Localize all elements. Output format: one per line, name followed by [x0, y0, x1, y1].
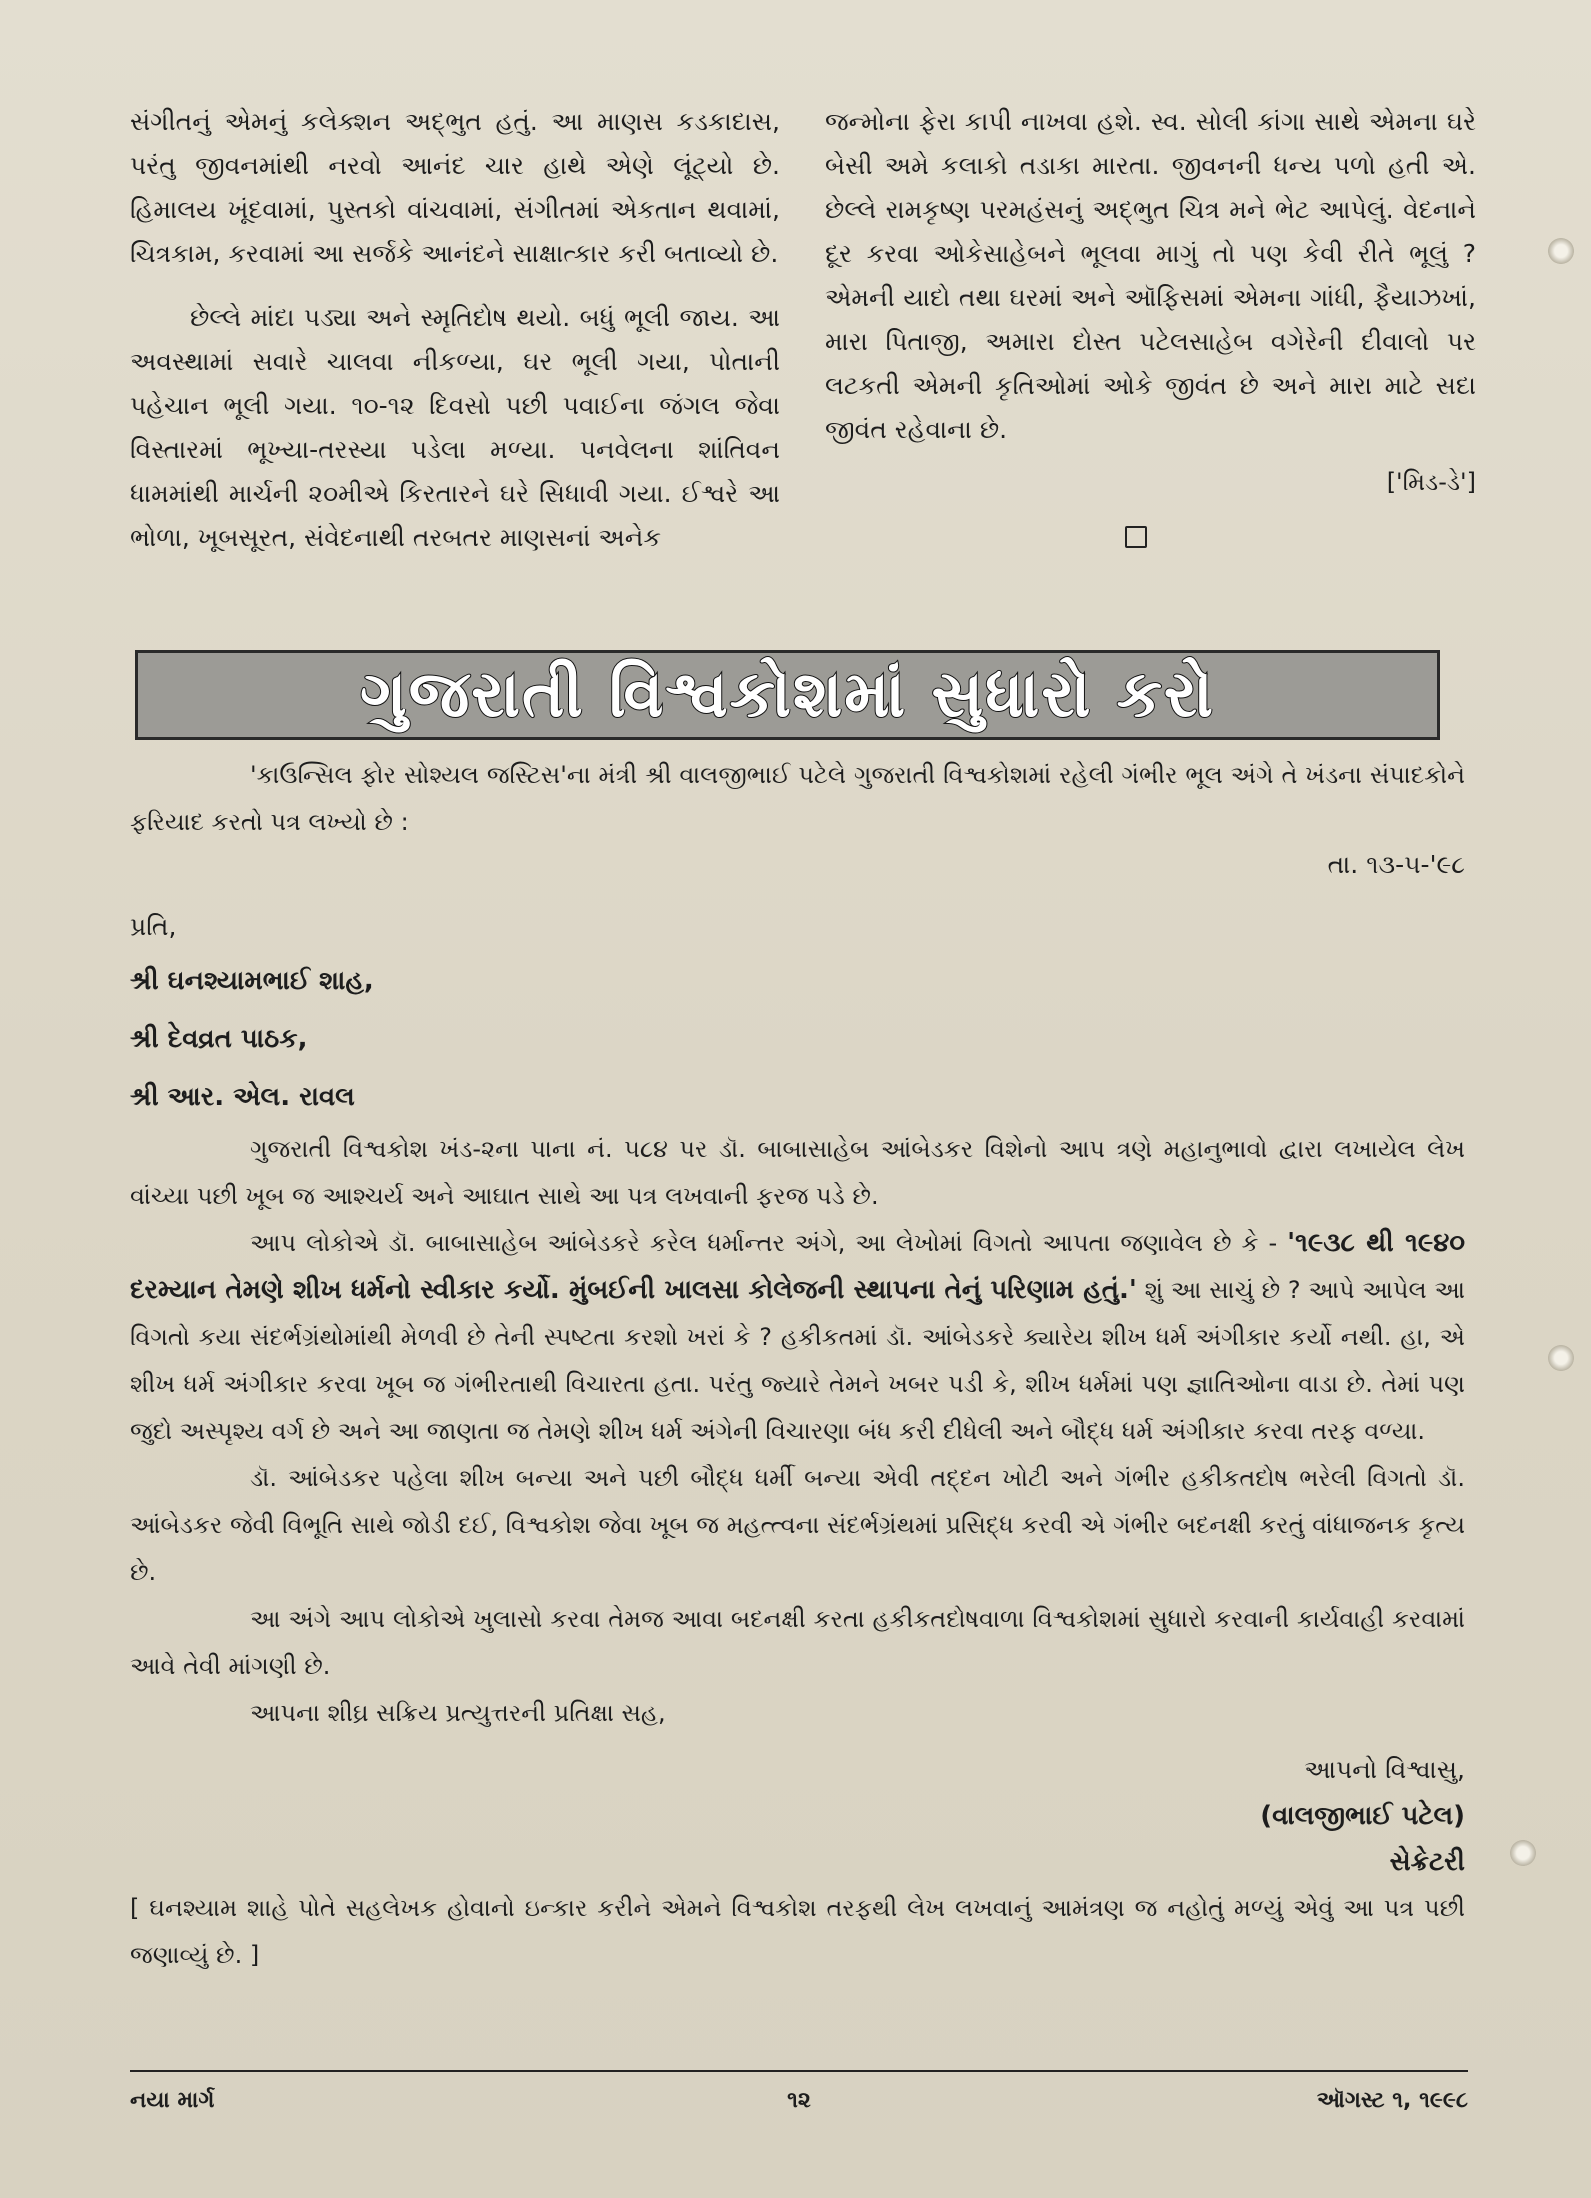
- letter-paragraph-2-start: આપ લોકોએ ડૉ. બાબાસાહેબ આંબેડકરે કરેલ ધર્માન્તર અંગે, આ લેખોમાં વિગતો આપતા જણાવેલ છે કે -: [250, 1229, 1288, 1257]
- signature-block: [130, 1747, 1465, 1885]
- punch-hole: [1548, 1345, 1574, 1371]
- right-column: [825, 100, 1476, 548]
- right-paragraph: જન્મોના ફેરા કાપી નાખવા હશે. સ્વ. સોલી કાંગા સાથે એમના ઘરે બેસી અમે કલાકો તડાકા મારતા. જીવનની ધન્ય પળો હતી એ. છેલ્લે રામકૃષ્ણ પરમહંસનું અદ્‌ભુત ચિત્ર મને ભેટ આપેલું. વેદનાને દૂર કરવા ઓકેસાહેબને ભૂલવા માગું તો પણ કેવી રીતે ભૂલું ? એમની યાદો તથા ઘરમાં અને ઑફિસમાં એમના ગાંધી, ફૈયાઝખાં, મારા પિતાજી, અમારા દોસ્ત પટેલસાહેબ વગેરેની દીવાલો પર લટકતી એમની કૃતિઓમાં ઓકે જીવંત છે અને મારા માટે સદા જીવંત રહેવાના છે.: [825, 107, 1476, 444]
- letter-paragraph-2-rest: શું આ સાચું છે ? આપે આપેલ આ વિગતો કયા સંદર્ભગ્રંથોમાંથી મેળવી છે તેની સ્પષ્ટતા કરશો ખરાં કે ? હકીકતમાં ડૉ. આંબેડકરે ક્યારેય શીખ ધર્મ અંગીકાર કર્યો નથી. હા, એ શીખ ધર્મ અંગીકાર કરવા ખૂબ જ ગંભીરતાથી વિચારતા હતા. પરંતુ જ્યારે તેમને ખબર પડી કે, શીખ ધર્મમાં પણ જ્ઞાતિઓના વાડા છે. તેમાં પણ જુદો અસ્પૃશ્ય વર્ગ છે અને આ જાણતા જ તેમણે શીખ ધર્મ અંગેની વિચારણા બંધ કરી દીધેલી અને બૌદ્ધ ધર્મ અંગીકાર કરવા તરફ વળ્યા.: [130, 1276, 1465, 1445]
- sign-name: (વાલજીભાઈ પટેલ): [1260, 1801, 1465, 1831]
- page-footer: [130, 2088, 1468, 2124]
- punch-hole: [1510, 1840, 1536, 1866]
- salutation: પ્રતિ,: [130, 912, 177, 941]
- source-credit: ['મિડ-ડે']: [1386, 468, 1476, 496]
- letter-paragraph-1: ગુજરાતી વિશ્વકોશ ખંડ-૨ના પાના નં. ૫૮૪ પર ડૉ. બાબાસાહેબ આંબેડકર વિશેનો આપ ત્રણે મહાનુભાવો દ્વારા લખાયેલ લેખ વાંચ્યા પછી ખૂબ જ આશ્ચર્ય અને આઘાત સાથે આ પત્ર લખવાની ફરજ પડે છે.: [130, 1135, 1465, 1210]
- page-number: ૧૨: [787, 2088, 811, 2113]
- headline: ગુજરાતી વિશ્વકોશમાં સુધારો કરો: [359, 658, 1216, 732]
- quoted-claim: '૧૯૩૮ થી ૧૯૪૦ દરમ્યાન તેમણે શીખ ધર્મનો સ્વીકાર કર્યો. મુંબઈની ખાલસા કોલેજની સ્થાપના તેનું પરિણામ હતું.': [130, 1228, 1465, 1305]
- left-column: [130, 100, 780, 560]
- letter-paragraph-4: આ અંગે આપ લોકોએ ખુલાસો કરવા તેમજ આવા બદનક્ષી કરતા હકીકતદોષવાળા વિશ્વકોશમાં સુધારો કરવાની કાર્યવાહી કરવામાં આવે તેવી માંગણી છે.: [130, 1605, 1465, 1680]
- letter-paragraph-3: ડૉ. આંબેડકર પહેલા શીખ બન્યા અને પછી બૌદ્ધ ધર્મી બન્યા એવી તદ્દન ખોટી અને ગંભીર હકીકતદોષ ભરેલી વિગતો ડૉ. આંબેડકર જેવી વિભૂતિ સાથે જોડી દઈ, વિશ્વકોશ જેવા ખૂબ જ મહત્ત્વના સંદર્ભગ્રંથમાં પ્રસિદ્ધ કરવી એ ગંભીર બદનક્ષી કરતું વાંધાજનક કૃત્ય છે.: [130, 1464, 1465, 1586]
- headline-banner: [135, 650, 1440, 740]
- sign-closing: આપનો વિશ્વાસુ,: [1304, 1755, 1465, 1784]
- addressee: શ્રી આર. એલ. રાવલ: [130, 1082, 355, 1112]
- letter-paragraph-5: આપના શીઘ્ર સક્રિય પ્રત્યુત્તરની પ્રતિક્ષા સહ,: [250, 1699, 666, 1727]
- footer-rule: [130, 2070, 1468, 2072]
- left-paragraph-2: છેલ્લે માંદા પડ્યા અને સ્મૃતિદોષ થયો. બધું ભૂલી જાય. આ અવસ્થામાં સવારે ચાલવા નીકળ્યા, ઘર ભૂલી ગયા, પોતાની પહેચાન ભૂલી ગયા. ૧૦-૧૨ દિવસો પછી પવાઈના જંગલ જેવા વિસ્તારમાં ભૂખ્યા-તરસ્યા પડેલા મળ્યા. પનવેલના શાંતિવન ધામમાંથી માર્ચની ૨૦મીએ કિરતારને ઘરે સિધાવી ગયા. ઈશ્વરે આ ભોળા, ખૂબસૂરત, સંવેદનાથી તરબતર માણસનાં અનેક: [130, 303, 780, 552]
- top-columns: [130, 100, 1476, 630]
- letter-article: [130, 752, 1465, 1979]
- addressee: શ્રી ઘનશ્યામભાઈ શાહ,: [130, 966, 374, 996]
- magazine-name: નયા માર્ગ: [130, 2088, 215, 2113]
- left-paragraph-1: સંગીતનું એમનું કલેક્શન અદ્‌ભુત હતું. આ માણસ કડકાદાસ, પરંતુ જીવનમાંથી નરવો આનંદ ચાર હાથે એણે લૂંટ્યો છે. હિમાલય ખૂંદવામાં, પુસ્તકો વાંચવામાં, સંગીતમાં એકતાન થવામાં, ચિત્રકામ, કરવામાં આ સર્જકે આનંદને સાક્ષાત્કાર કરી બતાવ્યો છે.: [130, 107, 780, 268]
- editor-note: [ ઘનશ્યામ શાહે પોતે સહલેખક હોવાનો ઇન્કાર કરીને એમને વિશ્વકોશ તરફથી લેખ લખવાનું આમંત્રણ જ નહોતું મળ્યું એવું આ પત્ર પછી જણાવ્યું છે. ]: [130, 1894, 1465, 1969]
- issue-date: ઑગસ્ટ ૧, ૧૯૯૮: [1316, 2088, 1468, 2113]
- letter-paragraph-2: [130, 1220, 1465, 1455]
- letter-intro: 'કાઉન્સિલ ફોર સોશ્યલ જસ્ટિસ'ના મંત્રી શ્રી વાલજીભાઈ પટેલે ગુજરાતી વિશ્વકોશમાં રહેલી ગંભીર ભૂલ અંગે તે ખંડના સંપાદકોને ફરિયાદ કરતો પત્ર લખ્યો છે :: [130, 761, 1465, 836]
- sign-title: સેક્રેટરી: [1389, 1847, 1465, 1877]
- addressee: શ્રી દેવવ્રત પાઠક,: [130, 1024, 308, 1054]
- letter-date: તા. ૧૩-૫-'૯૮: [1327, 850, 1465, 879]
- end-of-article-box: [1125, 526, 1147, 548]
- punch-hole: [1548, 238, 1574, 264]
